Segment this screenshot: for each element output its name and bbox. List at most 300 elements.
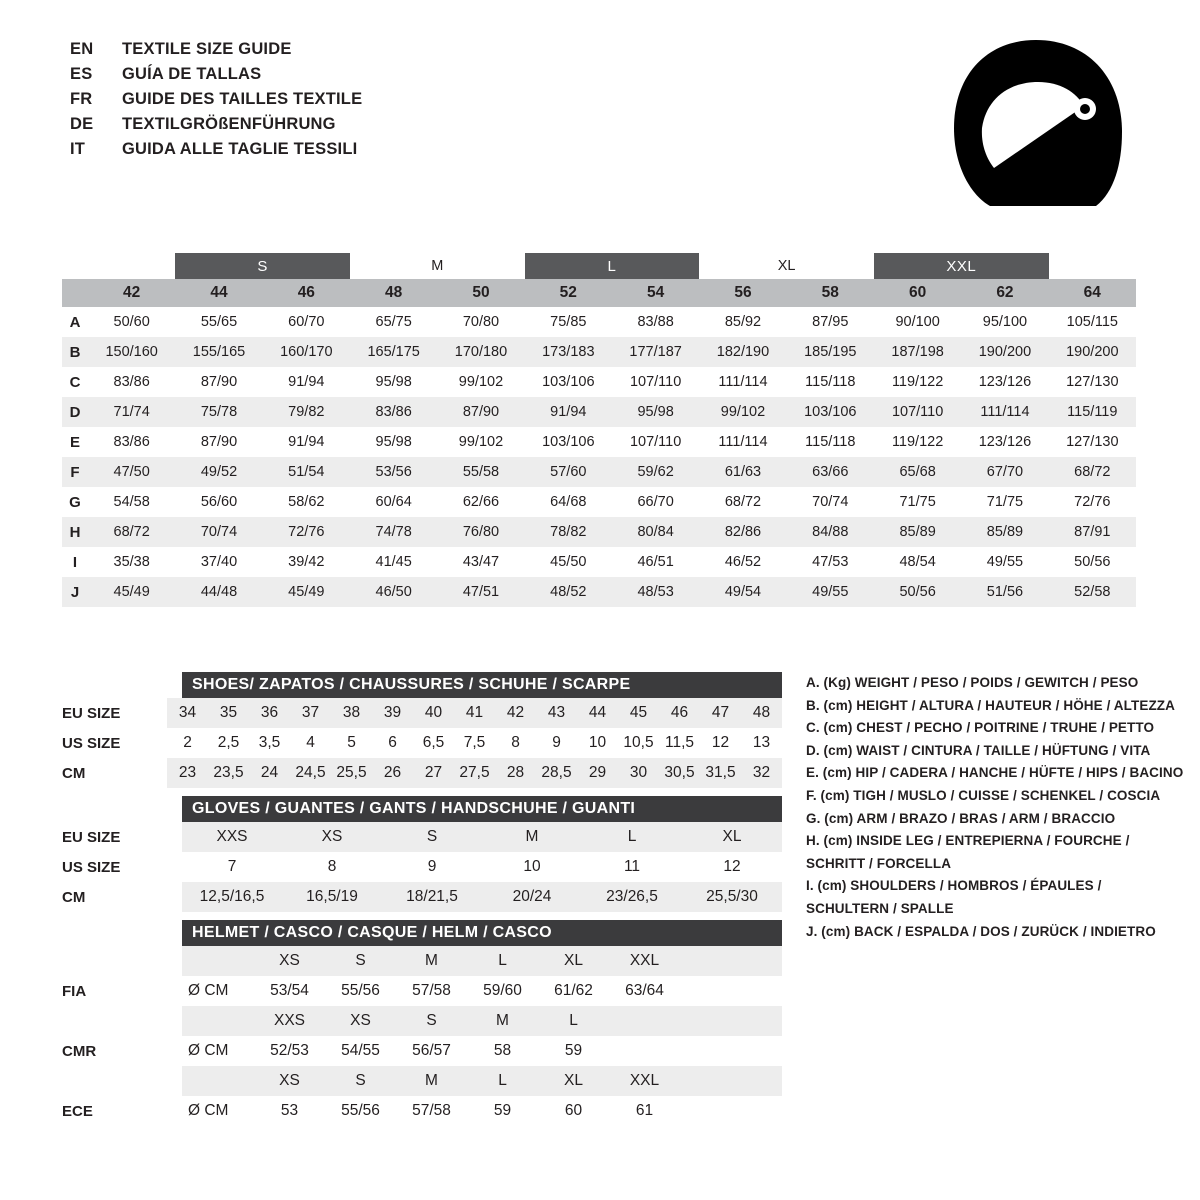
gloves-eu-values: [182, 822, 782, 852]
cell: 24: [260, 764, 279, 781]
header-title-block: [70, 40, 770, 165]
table-row: [62, 307, 1136, 337]
cell: 107/110: [874, 397, 961, 427]
cell: 44: [588, 704, 607, 721]
cell: XS: [279, 952, 300, 969]
cell: 39: [383, 704, 402, 721]
cell: 28,5: [541, 764, 572, 781]
textile-size-header-row: [62, 279, 1136, 307]
helmet-head-label-fia: [62, 946, 182, 976]
cell: 83/86: [350, 397, 437, 427]
legend-line: SCHRITT / FORCELLA: [806, 855, 952, 871]
cell: 182/190: [699, 337, 786, 367]
shoes-section: [62, 672, 782, 788]
cell: L: [498, 1072, 507, 1089]
cell: XS: [321, 828, 343, 845]
cell: 95/98: [350, 427, 437, 457]
textile-size-table: [62, 253, 1136, 607]
cell: 37/40: [175, 547, 262, 577]
cell: 7,5: [463, 734, 486, 751]
gloves-row-label-eu: EU SIZE: [62, 822, 182, 852]
cell: 68/72: [88, 517, 175, 547]
row-label-d: D: [62, 397, 88, 427]
cell: 63/66: [787, 457, 874, 487]
cell: 160/170: [263, 337, 350, 367]
cell: 75/85: [525, 307, 612, 337]
cell: 13: [752, 734, 771, 751]
legend-line: F. (cm) TIGH / MUSLO / CUISSE / SCHENKEL / COSCIA: [806, 787, 1161, 803]
cell: 61: [635, 1102, 654, 1119]
textile-group-xl: XL: [777, 258, 796, 274]
header-lang-code: DE: [70, 115, 94, 133]
row-label-i: I: [62, 547, 88, 577]
legend-line: SCHULTERN / SPALLE: [806, 900, 954, 916]
cell: 45/49: [263, 577, 350, 607]
cell: 70/74: [175, 517, 262, 547]
cell: 49/52: [175, 457, 262, 487]
row-label-g: G: [62, 487, 88, 517]
cell: 111/114: [699, 367, 786, 397]
cell: 35: [219, 704, 238, 721]
cell: 91/94: [525, 397, 612, 427]
cell: 25,5/30: [706, 888, 758, 905]
cell: 31,5: [705, 764, 736, 781]
cell: 43: [547, 704, 566, 721]
cell: 8: [511, 734, 520, 751]
textile-group-s: S: [175, 253, 350, 279]
shoes-table: [62, 698, 782, 788]
gloves-row-label-us: US SIZE: [62, 852, 182, 882]
helmet-cmr-header: [182, 1006, 782, 1036]
header-title-text: GUIDA ALLE TAGLIE TESSILI: [122, 140, 358, 158]
textile-group-spacer: [62, 253, 88, 279]
cell: 25,5: [336, 764, 367, 781]
table-row: [62, 517, 1136, 547]
cell: 95/98: [350, 367, 437, 397]
cell: 71/74: [88, 397, 175, 427]
cell: 95/98: [612, 397, 699, 427]
textile-size-48: 48: [350, 279, 437, 307]
cell: 119/122: [874, 367, 961, 397]
cell: 67/70: [961, 457, 1048, 487]
cell: S: [355, 952, 366, 969]
row-label-b: B: [62, 337, 88, 367]
table-row: [62, 1036, 782, 1066]
cell: 84/88: [787, 517, 874, 547]
cell: 62/66: [437, 487, 524, 517]
cell: 50/56: [874, 577, 961, 607]
table-row: [62, 397, 1136, 427]
cell: 36: [260, 704, 279, 721]
cell: 49/55: [787, 577, 874, 607]
header-row: [70, 140, 770, 165]
table-row: [62, 547, 1136, 577]
header-lang-code: IT: [70, 140, 86, 158]
cell: 10: [523, 858, 541, 875]
cell: 177/187: [612, 337, 699, 367]
measurement-legend: [806, 672, 1186, 943]
shoes-row-label-eu: EU SIZE: [62, 698, 167, 728]
header-row: [70, 65, 770, 90]
legend-line: H. (cm) INSIDE LEG / ENTREPIERNA / FOURCHE /: [806, 833, 1130, 849]
textile-corner-cell: [62, 279, 88, 307]
cell: 155/165: [175, 337, 262, 367]
cell: 11: [623, 858, 641, 875]
cell: 42: [506, 704, 525, 721]
cell: 30,5: [664, 764, 695, 781]
textile-size-44: 44: [175, 279, 262, 307]
legend-line: G. (cm) ARM / BRAZO / BRAS / ARM / BRACCIO: [806, 810, 1116, 826]
cell: 57/58: [412, 982, 451, 999]
cell: 65/75: [350, 307, 437, 337]
cell: 87/91: [1049, 517, 1136, 547]
cell: 63/64: [625, 982, 664, 999]
cell: 12: [723, 858, 741, 875]
cell: 49/54: [699, 577, 786, 607]
cell: 54/58: [88, 487, 175, 517]
textile-size-54: 54: [612, 279, 699, 307]
cell: 55/58: [437, 457, 524, 487]
cell: 10,5: [623, 734, 654, 751]
cell: 23: [178, 764, 197, 781]
gloves-table: [62, 822, 782, 912]
cell: 107/110: [612, 367, 699, 397]
gloves-us-values: [182, 852, 782, 882]
cell: 2,5: [217, 734, 240, 751]
cell: 85/89: [874, 517, 961, 547]
cell: XXL: [629, 1072, 660, 1089]
legend-line: E. (cm) HIP / CADERA / HANCHE / HÜFTE / HIPS / BACINO: [806, 765, 1184, 781]
table-row: [62, 946, 782, 976]
cell: M: [525, 828, 539, 845]
textile-group-empty: [88, 253, 175, 279]
cell: 61/62: [554, 982, 593, 999]
cell: 70/74: [787, 487, 874, 517]
header-lang-code: ES: [70, 65, 93, 83]
cell: L: [498, 952, 507, 969]
table-row: [62, 882, 782, 912]
cell: 60/70: [263, 307, 350, 337]
row-label-f: F: [62, 457, 88, 487]
row-label-c: C: [62, 367, 88, 397]
cell: 55/65: [175, 307, 262, 337]
cell: M: [496, 1012, 509, 1029]
cell: 43/47: [437, 547, 524, 577]
gloves-section-title: GLOVES / GUANTES / GANTS / HANDSCHUHE / GUANTI: [182, 796, 782, 822]
cell: 4: [306, 734, 315, 751]
cell: 20/24: [512, 888, 552, 905]
cell: 27,5: [459, 764, 490, 781]
cell: 115/118: [787, 367, 874, 397]
cell: 46/51: [612, 547, 699, 577]
gloves-cm-values: [182, 882, 782, 912]
cell: 32: [752, 764, 771, 781]
cell: 23,5: [213, 764, 244, 781]
helmet-icon: [946, 36, 1126, 211]
cell: 29: [588, 764, 607, 781]
shoes-eu-values: [167, 698, 782, 728]
cell: 59/62: [612, 457, 699, 487]
cell: 123/126: [961, 367, 1048, 397]
cell: 91/94: [263, 367, 350, 397]
cell: 99/102: [437, 367, 524, 397]
helmet-ece-header: [182, 1066, 782, 1096]
cell: 85/89: [961, 517, 1048, 547]
legend-line: D. (cm) WAIST / CINTURA / TAILLE / HÜFTUNG / VITA: [806, 742, 1151, 758]
cell: XXL: [629, 952, 660, 969]
cell: 41: [465, 704, 484, 721]
header-row: [70, 90, 770, 115]
cell: 103/106: [787, 397, 874, 427]
cell: XL: [564, 952, 583, 969]
cell: 87/95: [787, 307, 874, 337]
helmet-head-label-ece: [62, 1066, 182, 1096]
cell: L: [569, 1012, 578, 1029]
cell: 127/130: [1049, 427, 1136, 457]
cell: 60: [564, 1102, 583, 1119]
shoes-section-title: SHOES/ ZAPATOS / CHAUSSURES / SCHUHE / SCARPE: [182, 672, 782, 698]
cell: 26: [383, 764, 402, 781]
cell: 41/45: [350, 547, 437, 577]
lower-tables: [62, 672, 782, 1134]
helmet-head-label-cmr: [62, 1006, 182, 1036]
cell: 18/21,5: [406, 888, 458, 905]
cell: 150/160: [88, 337, 175, 367]
table-row: [62, 822, 782, 852]
cell: 74/78: [350, 517, 437, 547]
cell: 82/86: [699, 517, 786, 547]
textile-group-row: [62, 253, 1136, 279]
cell: 6,5: [422, 734, 445, 751]
table-row: [62, 728, 782, 758]
gloves-section: [62, 796, 782, 912]
cell: 44/48: [175, 577, 262, 607]
cell: 6: [388, 734, 397, 751]
header-title-text: GUIDE DES TAILLES TEXTILE: [122, 90, 363, 108]
cell: 75/78: [175, 397, 262, 427]
cell: 56/60: [175, 487, 262, 517]
cell: 72/76: [1049, 487, 1136, 517]
cell: XL: [722, 828, 742, 845]
cell: 40: [424, 704, 443, 721]
cell: 51/56: [961, 577, 1048, 607]
cell: 51/54: [263, 457, 350, 487]
cell: 5: [347, 734, 356, 751]
cell: 48: [752, 704, 771, 721]
cell: 8: [327, 858, 337, 875]
header-row: [70, 115, 770, 140]
cell: 66/70: [612, 487, 699, 517]
cell: 2: [183, 734, 192, 751]
legend-line: B. (cm) HEIGHT / ALTURA / HAUTEUR / HÖHE / ALTEZZA: [806, 697, 1175, 713]
cell: 185/195: [787, 337, 874, 367]
textile-size-58: 58: [787, 279, 874, 307]
cell: 3,5: [258, 734, 281, 751]
helmet-section: [62, 920, 782, 1126]
cell: 11,5: [664, 734, 695, 751]
cell: 9: [427, 858, 437, 875]
row-label-j: J: [62, 577, 88, 607]
cell: 48/53: [612, 577, 699, 607]
cell: 87/90: [175, 367, 262, 397]
legend-line: A. (Kg) WEIGHT / PESO / POIDS / GEWITCH / PESO: [806, 675, 1139, 690]
cell: 80/84: [612, 517, 699, 547]
header-title-text: TEXTILGRÖßENFÜHRUNG: [122, 115, 336, 133]
cell: 47/50: [88, 457, 175, 487]
table-row: [62, 457, 1136, 487]
cell: 46: [670, 704, 689, 721]
cell: 47/53: [787, 547, 874, 577]
helmet-cmr-values: [182, 1036, 782, 1066]
cell: 83/86: [88, 367, 175, 397]
cell: 12: [711, 734, 730, 751]
cell: 50/56: [1049, 547, 1136, 577]
header-title-text: GUÍA DE TALLAS: [122, 65, 262, 83]
cell: L: [627, 828, 637, 845]
cell: 71/75: [961, 487, 1048, 517]
cell: 165/175: [350, 337, 437, 367]
cell: 87/90: [175, 427, 262, 457]
cell: 30: [629, 764, 648, 781]
cell: 127/130: [1049, 367, 1136, 397]
cell: S: [426, 828, 438, 845]
cell: M: [425, 952, 438, 969]
cell: 58: [493, 1042, 512, 1059]
cell: 90/100: [874, 307, 961, 337]
cell: 123/126: [961, 427, 1048, 457]
cell: 37: [301, 704, 320, 721]
cell: 190/200: [1049, 337, 1136, 367]
cell: S: [426, 1012, 437, 1029]
cell: 83/86: [88, 427, 175, 457]
cell: 59: [564, 1042, 583, 1059]
row-label-a: A: [62, 307, 88, 337]
table-row: [62, 1006, 782, 1036]
cell: 55/56: [341, 982, 380, 999]
header-title-text: TEXTILE SIZE GUIDE: [122, 40, 292, 58]
helmet-row-label-fia: FIA: [62, 976, 182, 1006]
header-lang-code: FR: [70, 90, 93, 108]
cell: M: [425, 1072, 438, 1089]
cell: 23/26,5: [606, 888, 658, 905]
legend-line: C. (cm) CHEST / PECHO / POITRINE / TRUHE / PETTO: [806, 720, 1155, 736]
cell: 107/110: [612, 427, 699, 457]
cell-unit: Ø CM: [188, 1102, 229, 1119]
shoes-us-values: [167, 728, 782, 758]
cell: 10: [588, 734, 607, 751]
cell: 57/60: [525, 457, 612, 487]
cell: 27: [424, 764, 443, 781]
cell: 48/52: [525, 577, 612, 607]
legend-line: I. (cm) SHOULDERS / HOMBROS / ÉPAULES /: [806, 878, 1102, 894]
cell: 87/90: [437, 397, 524, 427]
cell: 52/53: [270, 1042, 309, 1059]
header-row: [70, 40, 770, 65]
cell: 45/49: [88, 577, 175, 607]
textile-size-60: 60: [874, 279, 961, 307]
cell: 99/102: [699, 397, 786, 427]
cell: 64/68: [525, 487, 612, 517]
cell: 7: [227, 858, 237, 875]
helmet-fia-values: [182, 976, 782, 1006]
cell: 119/122: [874, 427, 961, 457]
cell-unit: Ø CM: [188, 982, 229, 999]
cell-unit: Ø CM: [188, 1042, 229, 1059]
textile-group-xxl: XXL: [874, 253, 1049, 279]
helmet-section-title: HELMET / CASCO / CASQUE / HELM / CASCO: [182, 920, 782, 946]
cell: 53/56: [350, 457, 437, 487]
cell: 115/118: [787, 427, 874, 457]
cell: 9: [552, 734, 561, 751]
cell: 83/88: [612, 307, 699, 337]
textile-size-46: 46: [263, 279, 350, 307]
cell: 60/64: [350, 487, 437, 517]
cell: 54/55: [341, 1042, 380, 1059]
cell: 28: [506, 764, 525, 781]
helmet-fia-header: [182, 946, 782, 976]
cell: 68/72: [1049, 457, 1136, 487]
cell: 50/60: [88, 307, 175, 337]
cell: 91/94: [263, 427, 350, 457]
table-row: [62, 427, 1136, 457]
helmet-row-label-ece: ECE: [62, 1096, 182, 1126]
cell: 53/54: [270, 982, 309, 999]
cell: 68/72: [699, 487, 786, 517]
table-row: [62, 976, 782, 1006]
table-row: [62, 487, 1136, 517]
textile-size-56: 56: [699, 279, 786, 307]
cell: 190/200: [961, 337, 1048, 367]
cell: 47/51: [437, 577, 524, 607]
textile-size-42: 42: [88, 279, 175, 307]
textile-size-50: 50: [437, 279, 524, 307]
cell: 111/114: [699, 427, 786, 457]
cell: 45/50: [525, 547, 612, 577]
shoes-row-label-us: US SIZE: [62, 728, 167, 758]
textile-group-m: M: [431, 258, 444, 274]
cell: 65/68: [874, 457, 961, 487]
cell: 56/57: [412, 1042, 451, 1059]
table-row: [62, 758, 782, 788]
cell: XS: [350, 1012, 371, 1029]
cell: 99/102: [437, 427, 524, 457]
shoes-cm-values: [167, 758, 782, 788]
cell: 85/92: [699, 307, 786, 337]
cell: 57/58: [412, 1102, 451, 1119]
cell: 105/115: [1049, 307, 1136, 337]
cell: 24,5: [295, 764, 326, 781]
table-row: [62, 367, 1136, 397]
cell: 53: [280, 1102, 299, 1119]
table-row: [62, 698, 782, 728]
helmet-ece-values: [182, 1096, 782, 1126]
cell: 34: [178, 704, 197, 721]
textile-group-l: L: [525, 253, 700, 279]
cell: 170/180: [437, 337, 524, 367]
cell: S: [355, 1072, 366, 1089]
cell: 71/75: [874, 487, 961, 517]
cell: 95/100: [961, 307, 1048, 337]
shoes-row-label-cm: CM: [62, 758, 167, 788]
cell: XS: [279, 1072, 300, 1089]
cell: 111/114: [961, 397, 1048, 427]
cell: 103/106: [525, 367, 612, 397]
textile-size-62: 62: [961, 279, 1048, 307]
cell: 173/183: [525, 337, 612, 367]
textile-group-last: [1049, 253, 1136, 279]
cell: XXS: [216, 828, 248, 845]
cell: 72/76: [263, 517, 350, 547]
